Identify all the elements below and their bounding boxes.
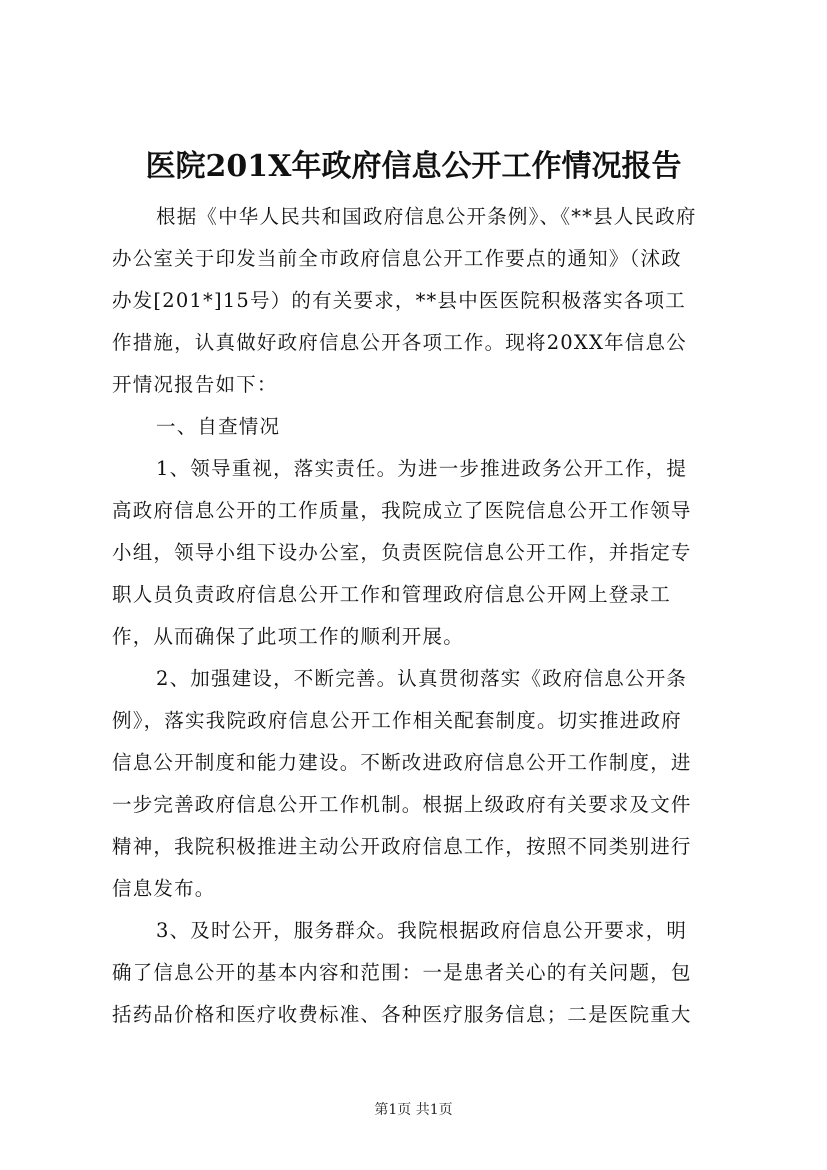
paragraph-item-3 (112, 910, 724, 1036)
paragraph-item-1 (112, 448, 724, 658)
page-footer: 第1页 共1页 (374, 1102, 453, 1118)
text-line: 作，从而确保了此项工作的顺利开展。 (112, 625, 464, 648)
text-line: 括药品价格和医疗收费标准、各种医疗服务信息；二是医院重大 (112, 1003, 692, 1026)
text-line: 作措施，认真做好政府信息公开各项工作。现将20XX年信息公 (112, 331, 687, 354)
document-title: 医院201X年政府信息公开工作情况报告 (145, 149, 682, 184)
text-line: 2、加强建设，不断完善。认真贯彻落实《政府信息公开条 (156, 667, 688, 690)
text-line: 一步完善政府信息公开工作机制。根据上级政府有关要求及文件 (112, 793, 692, 816)
text-line: 高政府信息公开的工作质量，我院成立了医院信息公开工作领导 (112, 499, 692, 522)
text-line: 信息公开制度和能力建设。不断改进政府信息公开工作制度，进 (112, 751, 692, 774)
paragraph-item-2 (112, 658, 724, 910)
text-line: 开情况报告如下： (112, 373, 278, 396)
text-line: 确了信息公开的基本内容和范围：一是患者关心的有关问题，包 (112, 961, 692, 984)
section-heading (112, 406, 724, 448)
text-line: 职人员负责政府信息公开工作和管理政府信息公开网上登录工 (112, 583, 671, 606)
document-body (112, 196, 724, 1036)
text-line: 精神，我院积极推进主动公开政府信息工作，按照不同类别进行 (112, 835, 692, 858)
text-line: 例》，落实我院政府信息公开工作相关配套制度。切实推进政府 (112, 709, 682, 732)
paragraph-intro (112, 196, 724, 406)
text-line: 3、及时公开，服务群众。我院根据政府信息公开要求，明 (156, 919, 688, 942)
text-line: 信息发布。 (112, 877, 216, 900)
text-line: 根据《中华人民共和国政府信息公开条例》、《**县人民政府 (156, 205, 697, 228)
text-line: 小组，领导小组下设办公室，负责医院信息公开工作，并指定专 (112, 541, 692, 564)
text-line: 办公室关于印发当前全市政府信息公开工作要点的通知》（沭政 (112, 247, 682, 270)
text-line: 办发[201*]15号）的有关要求，**县中医医院积极落实各项工 (112, 289, 686, 312)
text-line: 一、自查情况 (156, 415, 281, 438)
text-line: 1、领导重视，落实责任。为进一步推进政务公开工作，提 (156, 457, 688, 480)
